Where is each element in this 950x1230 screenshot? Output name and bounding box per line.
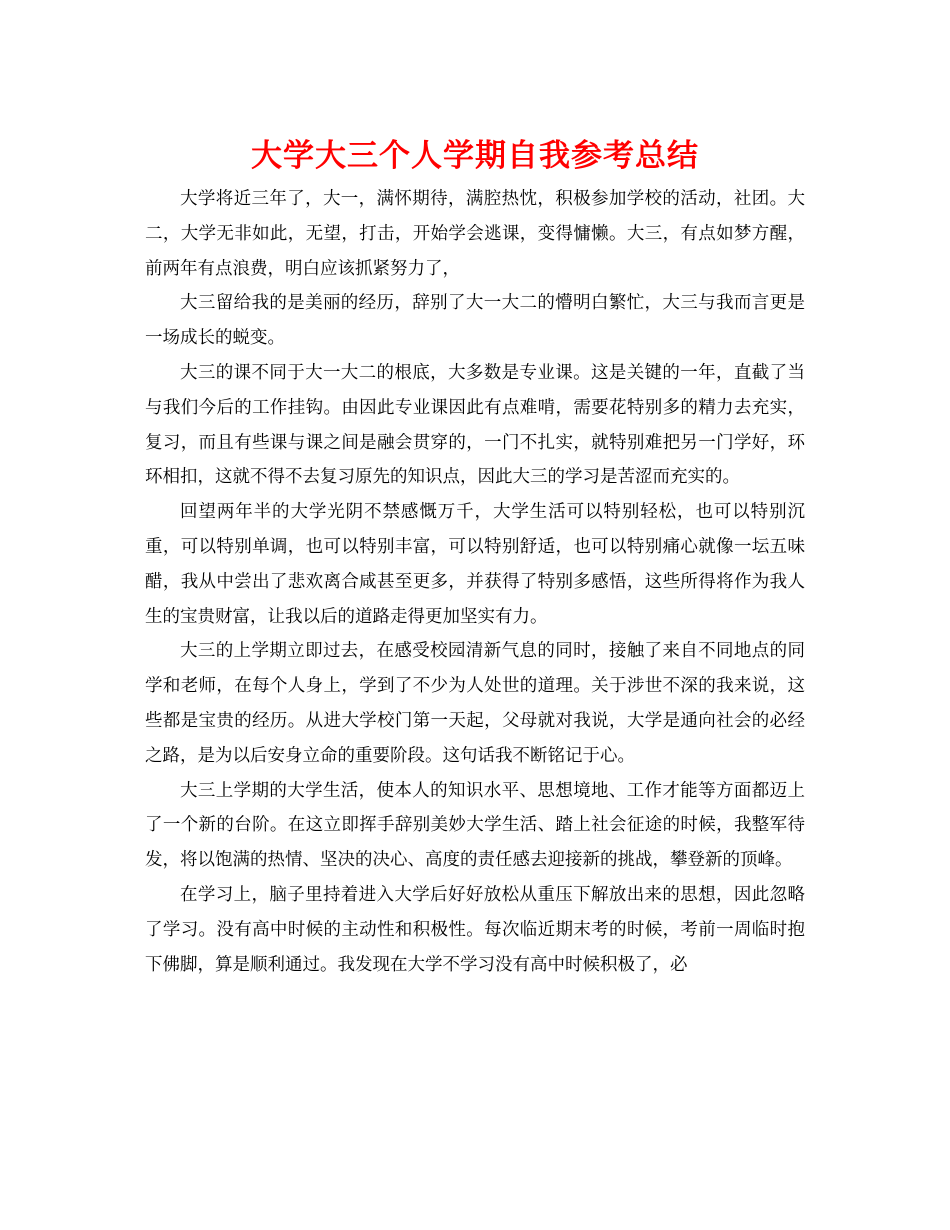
paragraph: 回望两年半的大学光阴不禁感慨万千，大学生活可以特别轻松，也可以特别沉重，可以特别单调，也可以特别丰富，可以特别舒适，也可以特别痛心就像一坛五味醋，我从中尝出了悲欢离合咸甚至更多，并获得了特别多感悟，这些所得将作为我人生的宝贵财富，让我以后的道路走得更加坚实有力。	[145, 502, 805, 627]
paragraph: 大三留给我的是美丽的经历，辞别了大一大二的懵明白繁忙，大三与我而言更是一场成长的蜕变。	[145, 293, 805, 349]
paragraph: 大三的上学期立即过去，在感受校园清新气息的同时，接触了来自不同地点的同学和老师，在每个人身上，学到了不少为人处世的道理。关于涉世不深的我来说，这些都是宝贵的经历。从进大学校门第一天起，父母就对我说，大学是通向社会的必经之路，是为以后安身立命的重要阶段。这句话我不断铭记于心。	[145, 641, 805, 766]
paragraph: 大学将近三年了，大一，满怀期待，满腔热忱，积极参加学校的活动，社团。大二，大学无非如此，无望，打击，开始学会逃课，变得慵懒。大三，有点如梦方醒，前两年有点浪费，明白应该抓紧努力了，	[145, 189, 805, 279]
paragraph: 大三的课不同于大一大二的根底，大多数是专业课。这是关键的一年，直截了当与我们今后的工作挂钩。由因此专业课因此有点难啃，需要花特别多的精力去充实，复习，而且有些课与课之间是融会贯穿的，一门不扎实，就特别难把另一门学好，环环相扣，这就不得不去复习原先的知识点，因此大三的学习是苦涩而充实的。	[145, 362, 805, 488]
document-body	[145, 182, 805, 982]
document-title: 大学大三个人学期自我参考总结	[251, 138, 699, 174]
paragraph: 在学习上，脑子里持着进入大学后好好放松从重压下解放出来的思想，因此忽略了学习。没有高中时候的主动性和积极性。每次临近期末考的时候，考前一周临时抱下佛脚，算是顺利通过。我发现在大学不学习没有高中时候积极了，必	[145, 884, 805, 975]
paragraph: 大三上学期的大学生活，使本人的知识水平、思想境地、工作才能等方面都迈上了一个新的台阶。在这立即挥手辞别美妙大学生活、踏上社会征途的时候，我整军待发，将以饱满的热情、坚决的决心、高度的责任感去迎接新的挑战，攀登新的顶峰。	[145, 780, 805, 871]
